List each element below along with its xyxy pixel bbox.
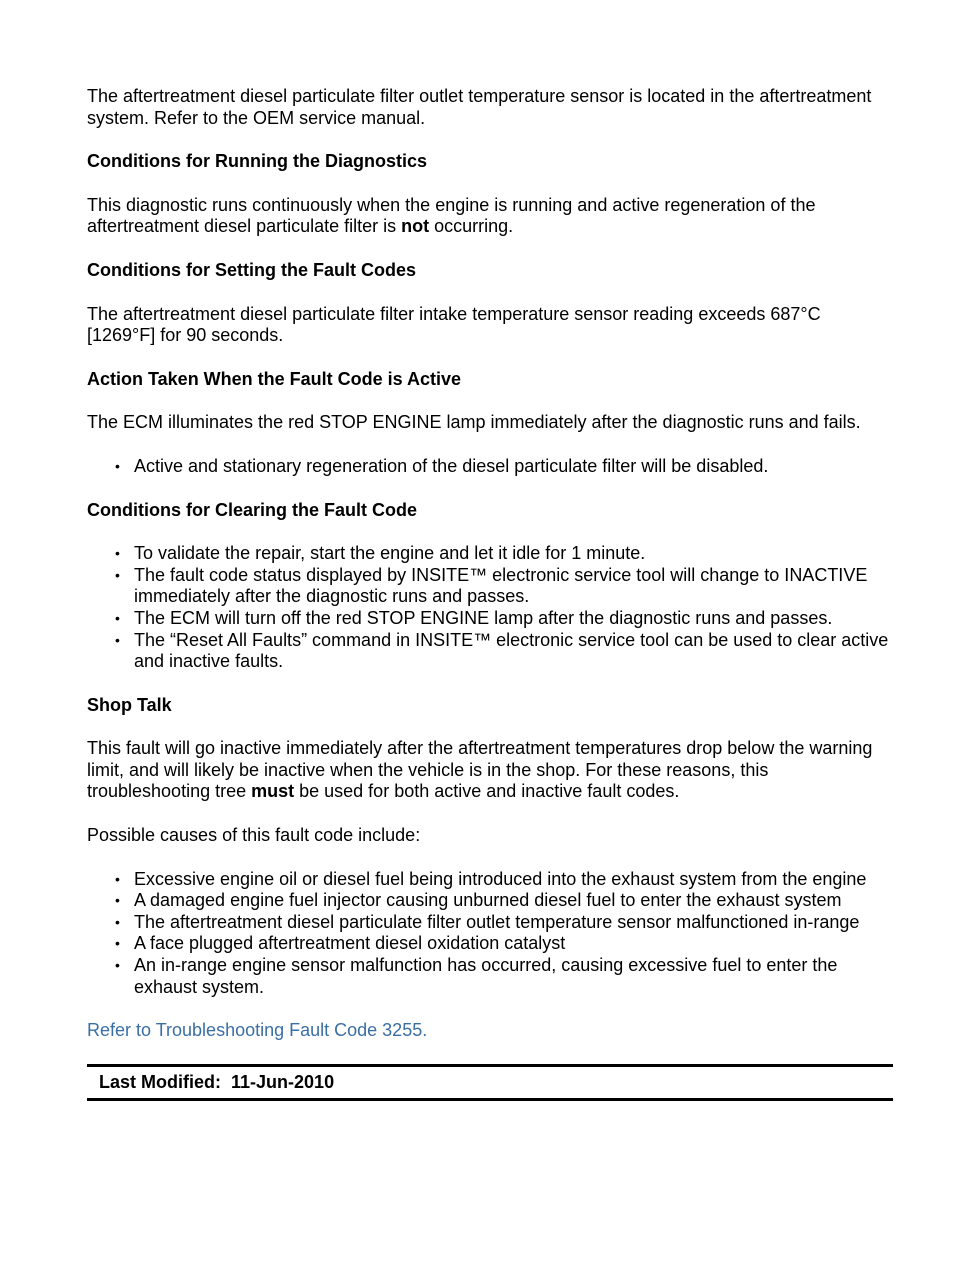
list-item: • A damaged engine fuel injector causing unburned diesel fuel to enter the exhaust system [134,890,893,912]
list-item: • The “Reset All Faults” command in INSITE™ electronic service tool can be used to clear active and inactive faults. [134,630,893,673]
running-text-after: occurring. [429,216,514,237]
possible-causes-list [87,869,893,999]
action-taken-list [87,456,893,478]
heading-running-diagnostics: Conditions for Running the Diagnostics [87,151,427,172]
possible-causes-intro: Possible causes of this fault code include: [87,825,421,846]
intro-paragraph: The aftertreatment diesel particulate filter outlet temperature sensor is located in the aftertreatment system. Refer to the OEM service manual. [87,86,872,128]
list-item: • The fault code status displayed by INSITE™ electronic service tool will change to INACTIVE immediately after the diagnostic runs and passes. [134,565,893,608]
last-modified-footer [87,1064,893,1102]
heading-setting-fault-codes: Conditions for Setting the Fault Codes [87,259,416,280]
list-item: • To validate the repair, start the engine and let it idle for 1 minute. [134,543,893,565]
troubleshooting-link[interactable]: Refer to Troubleshooting Fault Code 3255. [87,1020,428,1041]
list-item: • A face plugged aftertreatment diesel oxidation catalyst [134,933,893,955]
running-text-bold: not [401,216,430,237]
last-modified-date: 11-Jun-2010 [231,1071,335,1092]
last-modified-label: Last Modified: [99,1071,221,1092]
shop-talk-paragraph [87,738,893,803]
list-item: • The ECM will turn off the red STOP ENGINE lamp after the diagnostic runs and passes. [134,608,893,630]
action-taken-paragraph: The ECM illuminates the red STOP ENGINE lamp immediately after the diagnostic runs and fails. [87,412,861,433]
running-text-before: This diagnostic runs continuously when the engine is running and active regeneration of the aftertreatment diesel particulate filter is [87,194,816,237]
list-item: • The aftertreatment diesel particulate filter outlet temperature sensor malfunctioned in-range [134,912,893,934]
heading-shop-talk: Shop Talk [87,694,172,715]
running-diagnostics-paragraph [87,195,893,238]
heading-action-taken: Action Taken When the Fault Code is Active [87,368,462,389]
list-item: • Excessive engine oil or diesel fuel being introduced into the exhaust system from the engine [134,869,893,891]
shop-talk-text-bold: must [251,781,295,802]
list-item: • Active and stationary regeneration of the diesel particulate filter will be disabled. [134,456,893,478]
list-item: • An in-range engine sensor malfunction has occurred, causing excessive fuel to enter the exhaust system. [134,955,893,998]
shop-talk-text-before: This fault will go inactive immediately after the aftertreatment temperatures drop below the warning limit, and will likely be inactive when the vehicle is in the shop. For these reasons, this troubleshooting tree [87,738,873,802]
setting-fault-codes-paragraph: The aftertreatment diesel particulate filter intake temperature sensor reading exceeds 687°C [1269°F] for 90 seconds. [87,303,821,346]
shop-talk-text-after: be used for both active and inactive fault codes. [294,781,680,802]
document-page [87,86,893,1101]
heading-clearing-fault-code: Conditions for Clearing the Fault Code [87,499,417,520]
clearing-fault-code-list [87,543,893,673]
